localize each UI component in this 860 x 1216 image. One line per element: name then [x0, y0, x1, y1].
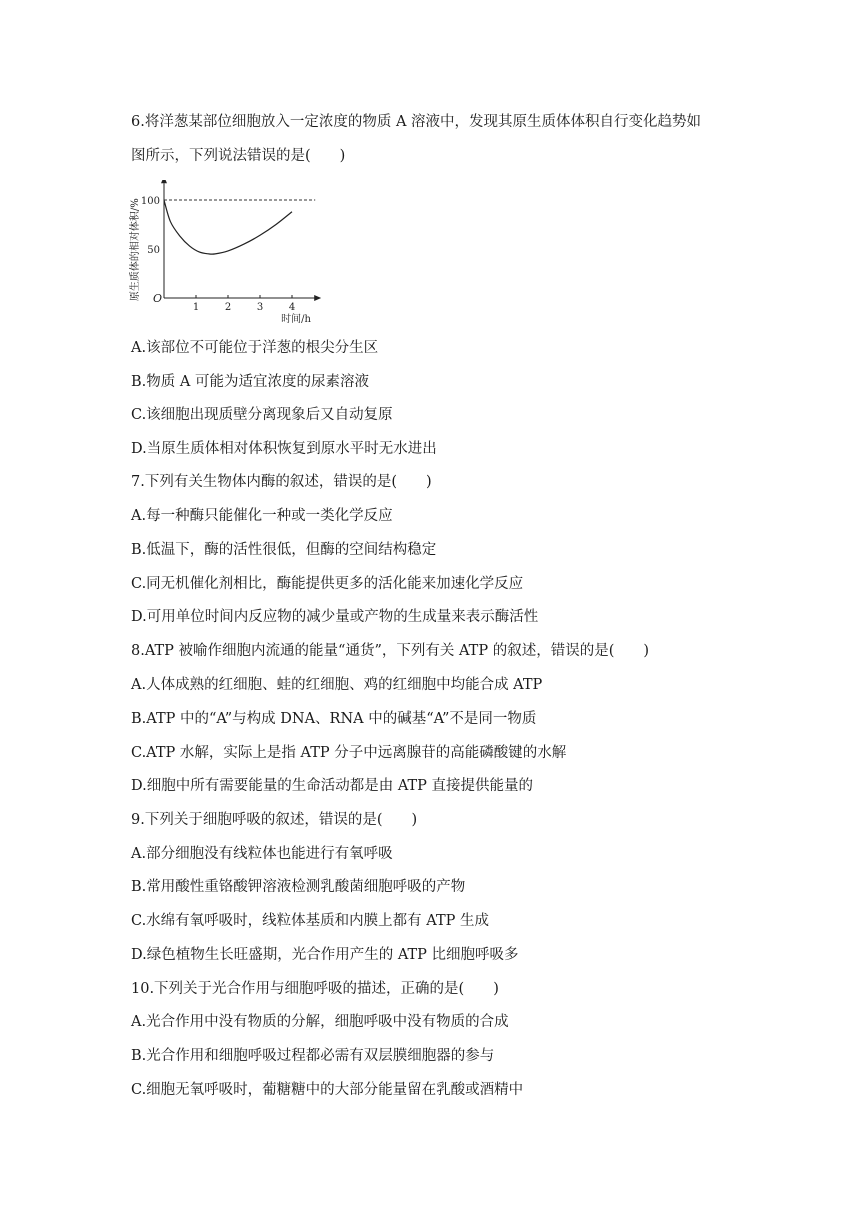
question-8-option-a: A.人体成熟的红细胞、蛙的红细胞、鸡的红细胞中均能合成 ATP — [131, 677, 543, 693]
y-tick-label: 100 — [140, 196, 160, 207]
question-8-option-d: D.细胞中所有需要能量的生命活动都是由 ATP 直接提供能量的 — [131, 778, 534, 794]
question-8-stem: 8.ATP 被喻作细胞内流通的能量“通货”，下列有关 ATP 的叙述，错误的是( ) — [131, 643, 650, 659]
y-tick-label: 50 — [147, 245, 160, 256]
question-7-option-a: A.每一种酶只能催化一种或一类化学反应 — [131, 508, 393, 524]
question-6-stem-line2: 图所示，下列说法错误的是( ) — [131, 148, 346, 164]
x-axis-label: 时间/h — [281, 314, 311, 325]
x-axis-arrow — [314, 295, 321, 301]
question-9-stem: 9.下列关于细胞呼吸的叙述，错误的是( ) — [131, 812, 418, 828]
x-tick-label: 4 — [288, 302, 296, 313]
y-axis-arrow — [161, 180, 167, 183]
question-6-option-b: B.物质 A 可能为适宜浓度的尿素溶液 — [131, 374, 369, 390]
question-9-option-c: C.水绵有氧呼吸时，线粒体基质和内膜上都有 ATP 生成 — [131, 913, 490, 929]
question-9-option-d: D.绿色植物生长旺盛期，光合作用产生的 ATP 比细胞呼吸多 — [131, 947, 519, 963]
x-tick-label: 2 — [224, 302, 232, 313]
x-tick-label: 3 — [256, 302, 264, 313]
question-8-option-b: B.ATP 中的“A”与构成 DNA、RNA 中的碱基“A”不是同一物质 — [131, 711, 537, 727]
question-7-option-c: C.同无机催化剂相比，酶能提供更多的活化能来加速化学反应 — [131, 576, 524, 592]
y-axis-label: 原生质体的相对体积/% — [130, 198, 141, 302]
question-10-stem: 10.下列关于光合作用与细胞呼吸的描述，正确的是( ) — [131, 981, 499, 997]
question-9-option-b: B.常用酸性重铬酸钾溶液检测乳酸菌细胞呼吸的产物 — [131, 879, 466, 895]
origin-label: O — [153, 292, 163, 305]
question-6-option-c: C.该细胞出现质壁分离现象后又自动复原 — [131, 407, 393, 423]
question-9-option-a: A.部分细胞没有线粒体也能进行有氧呼吸 — [131, 846, 393, 862]
volume-curve — [164, 200, 292, 254]
x-tick-label: 1 — [192, 302, 200, 313]
question-10-option-b: B.光合作用和细胞呼吸过程都必需有双层膜细胞器的参与 — [131, 1048, 495, 1064]
question-6-option-d: D.当原生质体相对体积恢复到原水平时无水进出 — [131, 441, 437, 457]
volume-time-chart — [126, 180, 326, 330]
question-10-option-a: A.光合作用中没有物质的分解，细胞呼吸中没有物质的合成 — [131, 1014, 509, 1030]
question-7-stem: 7.下列有关生物体内酶的叙述，错误的是( ) — [131, 474, 432, 490]
question-10-option-c: C.细胞无氧呼吸时，葡糖糖中的大部分能量留在乳酸或酒精中 — [131, 1082, 524, 1098]
question-6-option-a: A.该部位不可能位于洋葱的根尖分生区 — [131, 340, 379, 356]
question-7-option-d: D.可用单位时间内反应物的减少量或产物的生成量来表示酶活性 — [131, 609, 539, 625]
question-7-option-b: B.低温下，酶的活性很低，但酶的空间结构稳定 — [131, 542, 437, 558]
question-8-option-c: C.ATP 水解，实际上是指 ATP 分子中远离腺苷的高能磷酸键的水解 — [131, 745, 567, 761]
question-6-stem-line1: 6.将洋葱某部位细胞放入一定浓度的物质 A 溶液中，发现其原生质体体积自行变化趋势如 — [131, 114, 702, 130]
